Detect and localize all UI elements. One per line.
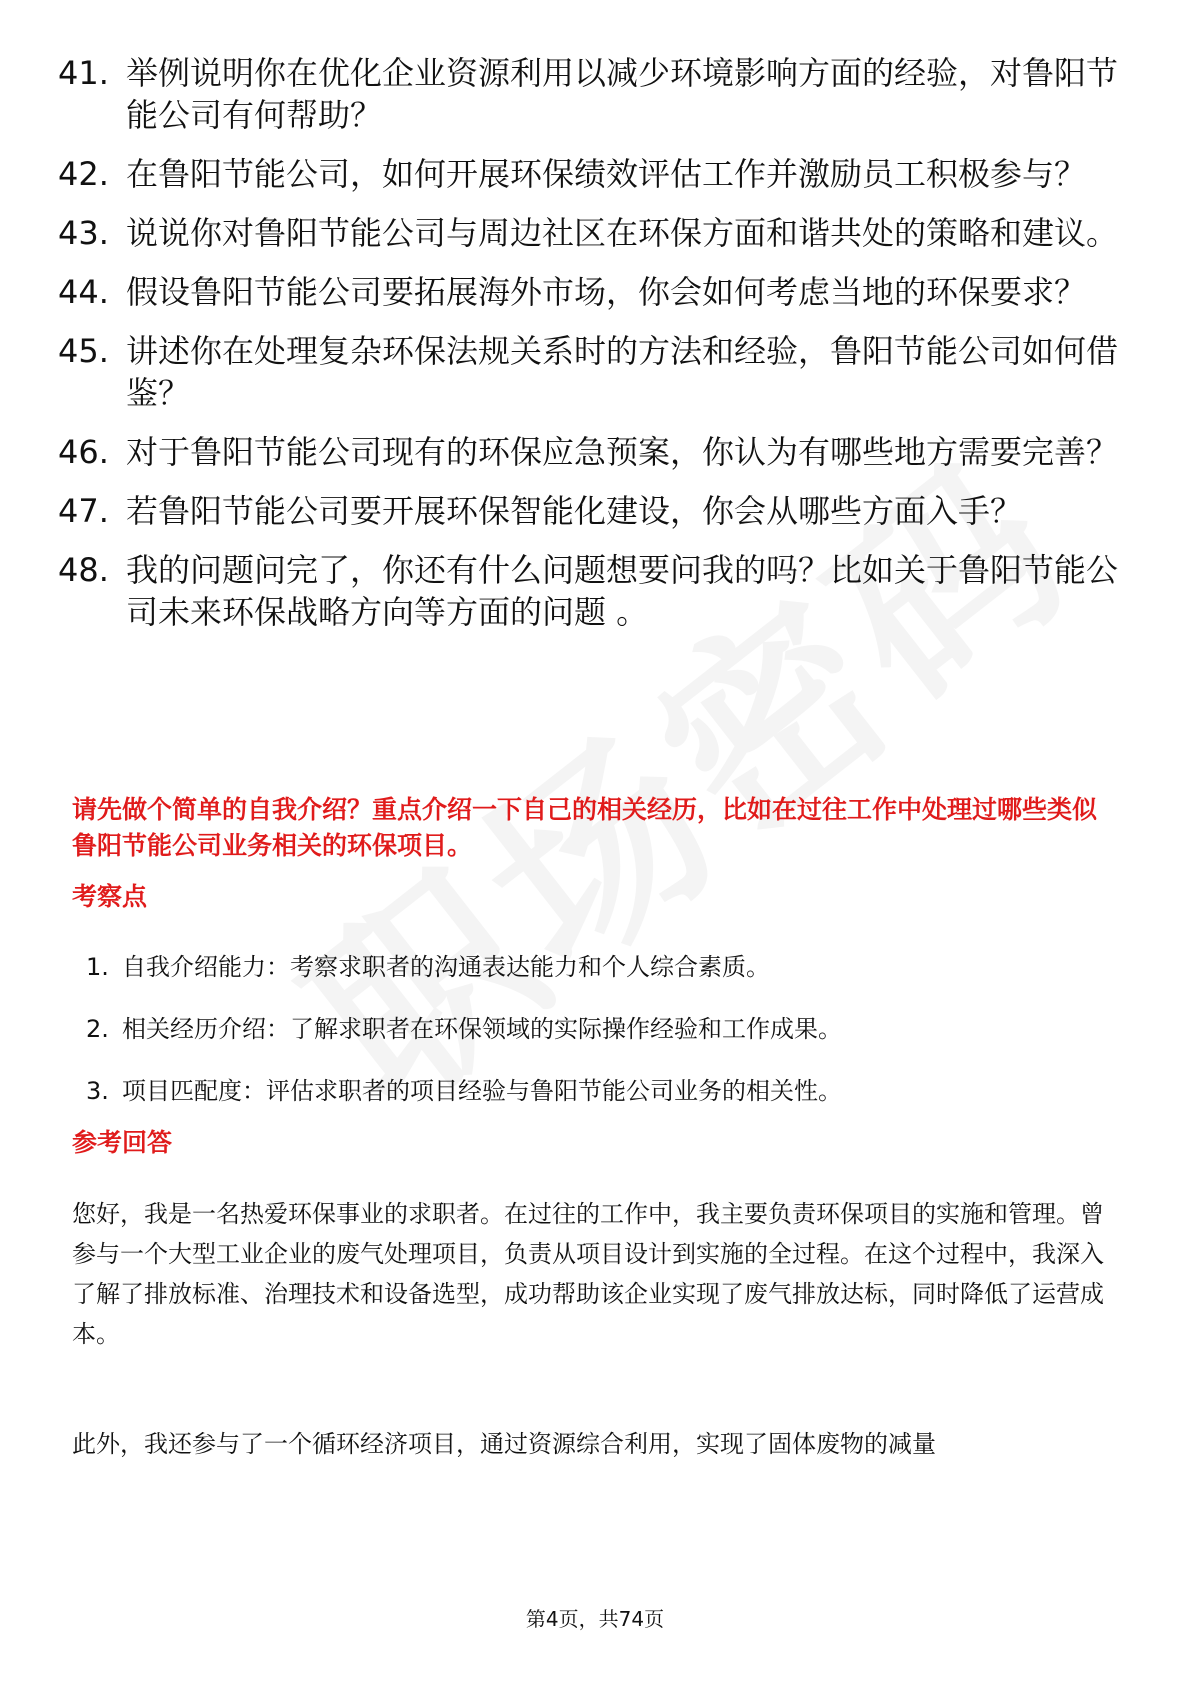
- focus-text: 相关经历介绍：了解求职者在环保领域的实际操作经验和工作成果。: [122, 1015, 842, 1043]
- question-number: 42.: [58, 155, 109, 193]
- focus-number: 3.: [86, 1077, 109, 1105]
- focus-text: 项目匹配度：评估求职者的项目经验与鲁阳节能公司业务的相关性。: [122, 1077, 842, 1105]
- question-text: 我的问题问完了，你还有什么问题想要问我的吗？比如关于鲁阳节能公司未来环保战略方向等方面的问题 。: [126, 551, 1119, 631]
- highlight-question: 请先做个简单的自我介绍？重点介绍一下自己的相关经历，比如在过往工作中处理过哪些类似鲁阳节能公司业务相关的环保项目。: [72, 795, 1098, 860]
- question-number: 46.: [58, 433, 109, 471]
- question-item: [58, 153, 1128, 195]
- question-item: [58, 330, 1128, 414]
- page-footer: 第4页，共74页: [525, 1607, 665, 1631]
- focus-item: [86, 1012, 1086, 1046]
- question-text: 在鲁阳节能公司，如何开展环保绩效评估工作并激励员工积极参与？: [126, 155, 1087, 193]
- focus-item: [86, 950, 1086, 984]
- question-number: 48.: [58, 551, 109, 589]
- focus-item: [86, 1074, 1086, 1108]
- focus-text: 自我介绍能力：考察求职者的沟通表达能力和个人综合素质。: [122, 953, 770, 981]
- question-number: 45.: [58, 332, 109, 370]
- answer-paragraph: 此外，我还参与了一个循环经济项目，通过资源综合利用，实现了固体废物的减量: [72, 1430, 936, 1458]
- question-number: 43.: [58, 214, 109, 252]
- focus-title: 考察点: [72, 882, 148, 911]
- question-item: [58, 431, 1128, 473]
- question-item: [58, 271, 1128, 313]
- question-number: 47.: [58, 492, 109, 530]
- question-text: 说说你对鲁阳节能公司与周边社区在环保方面和谐共处的策略和建议。: [126, 214, 1119, 252]
- question-item: [58, 490, 1128, 532]
- focus-number: 1.: [86, 953, 109, 981]
- question-text: 举例说明你在优化企业资源利用以减少环境影响方面的经验，对鲁阳节能公司有何帮助？: [126, 54, 1119, 134]
- question-text: 对于鲁阳节能公司现有的环保应急预案，你认为有哪些地方需要完善？: [126, 433, 1119, 471]
- question-item: [58, 212, 1128, 254]
- answer-title: 参考回答: [72, 1128, 173, 1157]
- question-number: 41.: [58, 54, 109, 92]
- question-list: [58, 52, 1128, 650]
- question-text: 讲述你在处理复杂环保法规关系时的方法和经验，鲁阳节能公司如何借鉴？: [126, 332, 1119, 412]
- answer-paragraph: 您好，我是一名热爱环保事业的求职者。在过往的工作中，我主要负责环保项目的实施和管理。曾参与一个大型工业企业的废气处理项目，负责从项目设计到实施的全过程。在这个过程中，我深入了解了排放标准、治理技术和设备选型，成功帮助该企业实现了废气排放达标，同时降低了运营成本。: [72, 1200, 1104, 1348]
- focus-list: [86, 950, 1086, 1136]
- focus-number: 2.: [86, 1015, 109, 1043]
- question-text: 若鲁阳节能公司要开展环保智能化建设，你会从哪些方面入手？: [126, 492, 1023, 530]
- question-number: 44.: [58, 273, 109, 311]
- question-item: [58, 549, 1128, 633]
- question-item: [58, 52, 1128, 136]
- question-text: 假设鲁阳节能公司要拓展海外市场，你会如何考虑当地的环保要求？: [126, 273, 1087, 311]
